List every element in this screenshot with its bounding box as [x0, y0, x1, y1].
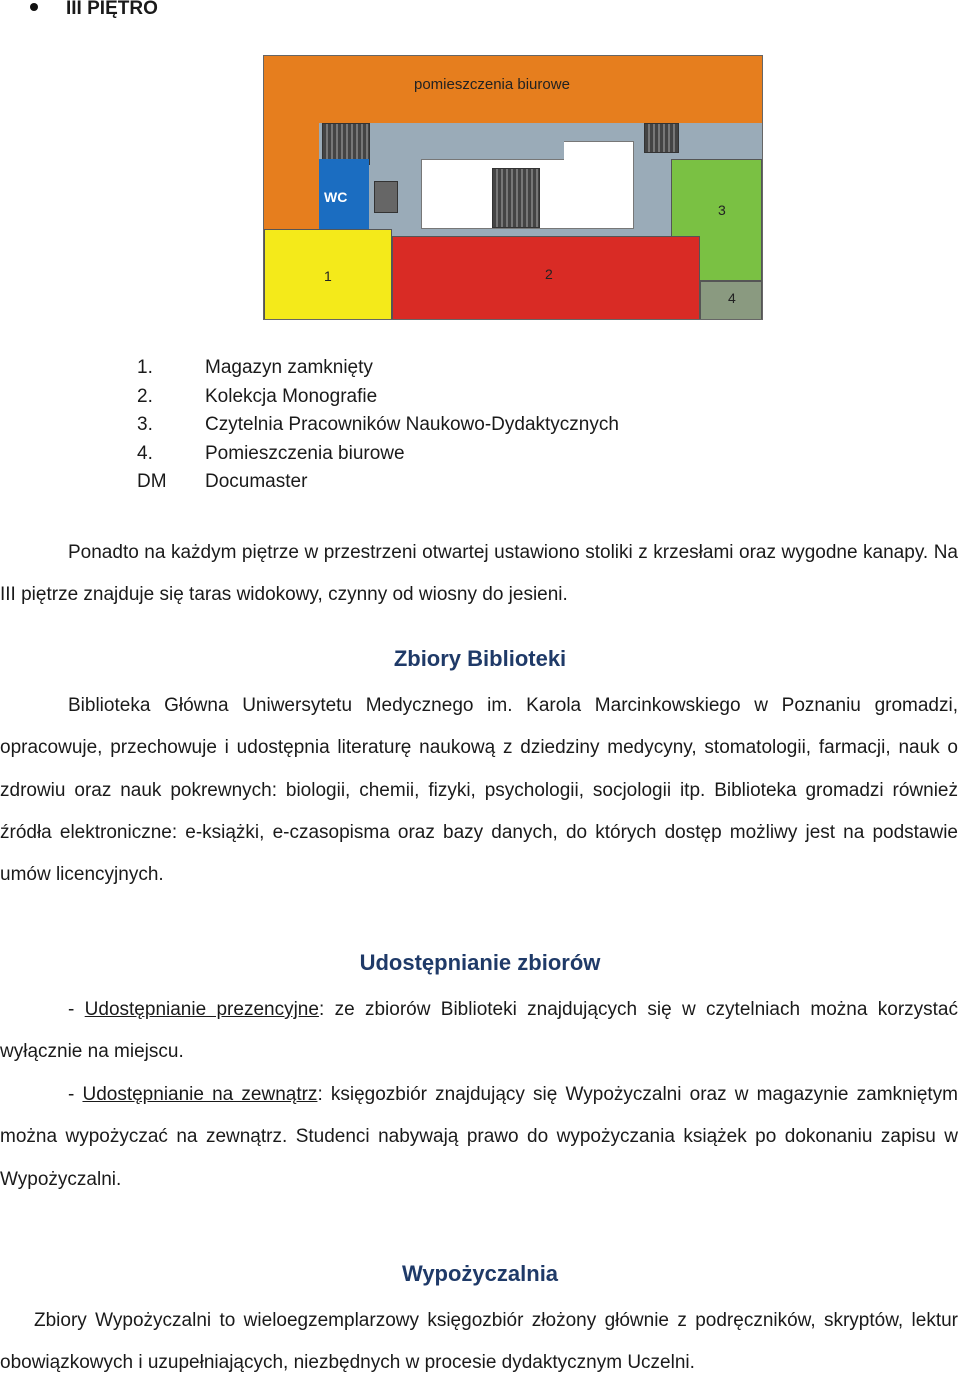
heading-zbiory: Zbiory Biblioteki [393, 646, 567, 671]
heading-wypozyczalnia: Wypożyczalnia [401, 1261, 559, 1286]
wypozyczalnia-paragraph: Zbiory Wypożyczalni to wieloegzemplarzowy księgozbiór złożony głównie z podręczników, skryptów, lektur obowiązkowych i uzupełniających, niezbędnych w procesie dydaktycznym Uczelni. [0, 1310, 958, 1374]
heading-udostepnianie: Udostępnianie zbiorów [359, 950, 601, 975]
list-item: 2. Kolekcja Monografie [137, 385, 378, 407]
list-item: 1. Magazyn zamknięty [137, 357, 373, 378]
room-1-label: 1 [324, 268, 332, 284]
office-area-left [264, 56, 319, 229]
udostepnianie-item-1: - Udostępnianie prezencyjne: ze zbiorów Biblioteki znajdujących się w czytelniach można korzystać wyłącznie na miejscu. [0, 999, 958, 1063]
term-na-zewnatrz: Udostępnianie na zewnątrz [82, 1084, 318, 1105]
floor-plan [263, 55, 763, 320]
list-item: DM Documaster [137, 471, 308, 492]
room-2-label: 2 [545, 266, 553, 282]
room-4-label: 4 [728, 290, 736, 306]
intro-paragraph: Ponadto na każdym piętrze w przestrzeni otwartej ustawiono stoliki z krzesłami oraz wygodne kanapy. Na III piętrze znajduje się taras widokowy, czynny od wiosny do jesieni. [0, 542, 958, 606]
bullet-icon [30, 3, 38, 11]
term-prezencyjne: Udostępnianie prezencyjne [84, 999, 319, 1020]
udostepnianie-item-2: - Udostępnianie na zewnątrz: księgozbiór znajdujący się Wypożyczalni oraz w magazynie zamkniętym można wypożyczać na zewnątrz. Studenci nabywają prawo do wypożyczania książek po dokonaniu zapisu w Wypożyczalni. [0, 1084, 959, 1190]
open-space-ext [564, 141, 634, 211]
wc-label: WC [324, 189, 348, 205]
shaft [374, 181, 398, 213]
office-label: pomieszczenia biurowe [414, 76, 570, 93]
legend-list [137, 354, 619, 497]
list-item: 4. Pomieszczenia biurowe [137, 442, 405, 464]
room-3-label: 3 [718, 202, 726, 218]
list-item: 3. Czytelnia Pracowników Naukowo-Dydaktycznych [137, 414, 619, 435]
zbiory-paragraph: Biblioteka Główna Uniwersytetu Medycznego im. Karola Marcinkowskiego w Poznaniu gromadzi, opracowuje, przechowuje i udostępnia literaturę naukową z dziedziny medycyny, stomatologii, farmacji, nauk o zdrowiu oraz nauk pokrewnych: biologii, chemii, fizyki, psychologii, socjologii itp. Biblioteka gromadzi również źródła elektroniczne: e-książki, e-czasopisma oraz bazy danych, do których dostęp możliwy jest na podstawie umów licencyjnych. [0, 695, 958, 886]
stairs-top-right [644, 123, 679, 153]
section-title: III PIĘTRO [30, 0, 158, 24]
stairs-center [492, 168, 540, 228]
